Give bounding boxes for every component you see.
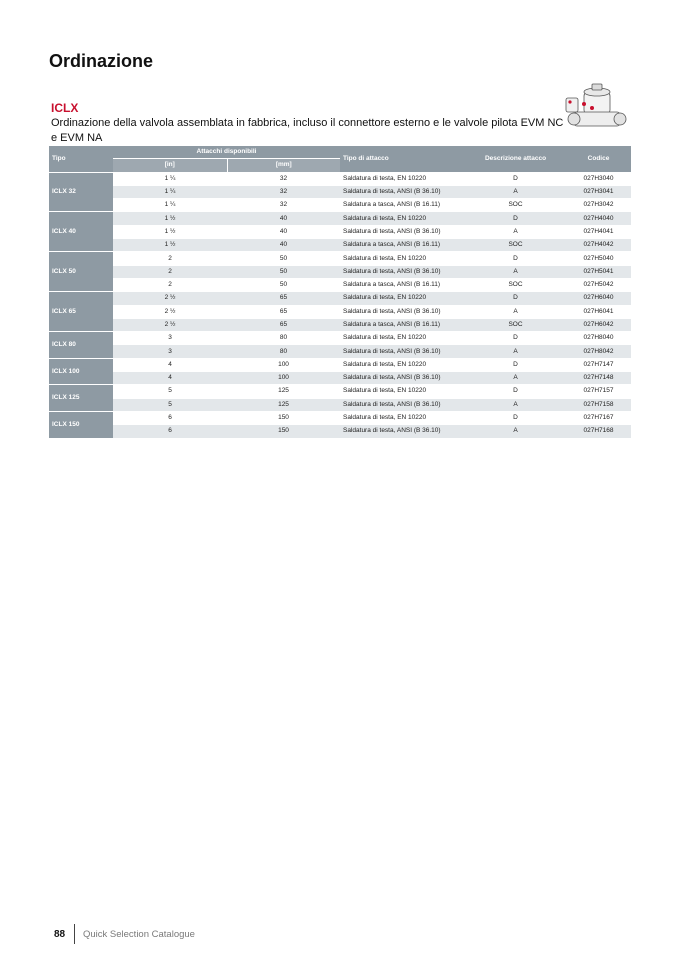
connection-desc-cell: SOC: [465, 199, 566, 212]
connection-desc-cell: D: [465, 292, 566, 305]
connection-type-cell: Saldatura a tasca, ANSI (B 16.11): [340, 318, 465, 331]
page-title: Ordinazione: [49, 51, 154, 71]
code-cell: 027H5040: [566, 252, 631, 265]
size-mm-cell: 65: [227, 318, 340, 331]
connection-type-cell: Saldatura di testa, EN 10220: [340, 252, 465, 265]
order-table: [49, 146, 631, 438]
size-in-cell: 1 ¼: [113, 185, 227, 198]
header-mm: [mm]: [227, 159, 340, 172]
page-number: 88: [54, 929, 66, 940]
table-row: [49, 252, 631, 265]
connection-type-cell: Saldatura di testa, EN 10220: [340, 332, 465, 345]
code-cell: 027H7147: [566, 358, 631, 371]
connection-desc-cell: D: [465, 332, 566, 345]
size-mm-cell: 50: [227, 252, 340, 265]
size-mm-cell: 32: [227, 172, 340, 185]
connection-type-cell: Saldatura di testa, ANSI (B 36.10): [340, 225, 465, 238]
footer-divider: [74, 924, 75, 944]
valve-type-cell: ICLX 32: [49, 172, 113, 212]
code-cell: 027H3041: [566, 185, 631, 198]
connection-desc-cell: D: [465, 411, 566, 424]
section-description: Ordinazione della valvola assemblata in fabbrica, incluso il connettore esterno e le valvole pilota EVM NC e EVM NA: [51, 117, 564, 144]
valve-type-cell: ICLX 65: [49, 292, 113, 332]
code-cell: 027H7168: [566, 425, 631, 438]
table-row: [49, 172, 631, 185]
valve-type-cell: ICLX 40: [49, 212, 113, 252]
size-in-cell: 1 ¼: [113, 199, 227, 212]
valve-type-cell: ICLX 125: [49, 385, 113, 412]
valve-type-cell: ICLX 100: [49, 358, 113, 385]
size-in-cell: 2: [113, 252, 227, 265]
size-in-cell: 2 ½: [113, 305, 227, 318]
size-mm-cell: 80: [227, 332, 340, 345]
table-row: [49, 318, 631, 331]
code-cell: 027H3042: [566, 199, 631, 212]
valve-type-cell: ICLX 150: [49, 411, 113, 437]
connection-desc-cell: SOC: [465, 239, 566, 252]
code-cell: 027H6041: [566, 305, 631, 318]
connection-desc-cell: D: [465, 385, 566, 398]
size-in-cell: 1 ½: [113, 239, 227, 252]
connection-desc-cell: D: [465, 252, 566, 265]
connection-type-cell: Saldatura di testa, ANSI (B 36.10): [340, 185, 465, 198]
header-descrizione: Descrizione attacco: [465, 146, 566, 172]
connection-type-cell: Saldatura di testa, ANSI (B 36.10): [340, 425, 465, 438]
size-mm-cell: 150: [227, 411, 340, 424]
section-tag: ICLX: [51, 101, 79, 115]
header-tipo-attacco: Tipo di attacco: [340, 146, 465, 172]
size-mm-cell: 40: [227, 225, 340, 238]
size-mm-cell: 125: [227, 398, 340, 411]
table-row: [49, 292, 631, 305]
size-in-cell: 5: [113, 398, 227, 411]
size-in-cell: 4: [113, 358, 227, 371]
valve-type-cell: ICLX 80: [49, 332, 113, 359]
connection-desc-cell: D: [465, 358, 566, 371]
connection-desc-cell: SOC: [465, 278, 566, 291]
connection-type-cell: Saldatura di testa, ANSI (B 36.10): [340, 345, 465, 358]
header-in: [in]: [113, 159, 227, 172]
size-in-cell: 2: [113, 265, 227, 278]
table-body: [49, 172, 631, 437]
valve-type-cell: ICLX 50: [49, 252, 113, 292]
table-row: [49, 265, 631, 278]
connection-desc-cell: A: [465, 345, 566, 358]
connection-desc-cell: A: [465, 372, 566, 385]
code-cell: 027H8040: [566, 332, 631, 345]
size-in-cell: 4: [113, 372, 227, 385]
table-row: [49, 185, 631, 198]
connection-desc-cell: A: [465, 225, 566, 238]
table-row: [49, 278, 631, 291]
code-cell: 027H8042: [566, 345, 631, 358]
size-in-cell: 6: [113, 425, 227, 438]
code-cell: 027H7148: [566, 372, 631, 385]
connection-type-cell: Saldatura di testa, ANSI (B 36.10): [340, 398, 465, 411]
size-in-cell: 2 ½: [113, 318, 227, 331]
size-mm-cell: 100: [227, 358, 340, 371]
connection-desc-cell: D: [465, 172, 566, 185]
size-in-cell: 5: [113, 385, 227, 398]
connection-type-cell: Saldatura a tasca, ANSI (B 16.11): [340, 199, 465, 212]
table-row: [49, 385, 631, 398]
connection-desc-cell: A: [465, 265, 566, 278]
table-row: [49, 411, 631, 424]
connection-desc-cell: D: [465, 212, 566, 225]
table-row: [49, 398, 631, 411]
connection-desc-cell: A: [465, 305, 566, 318]
table-row: [49, 332, 631, 345]
table-row: [49, 305, 631, 318]
code-cell: 027H3040: [566, 172, 631, 185]
size-mm-cell: 40: [227, 212, 340, 225]
size-in-cell: 1 ½: [113, 212, 227, 225]
size-mm-cell: 40: [227, 239, 340, 252]
connection-type-cell: Saldatura a tasca, ANSI (B 16.11): [340, 239, 465, 252]
connection-type-cell: Saldatura di testa, ANSI (B 36.10): [340, 372, 465, 385]
connection-type-cell: Saldatura a tasca, ANSI (B 16.11): [340, 278, 465, 291]
connection-desc-cell: A: [465, 425, 566, 438]
size-mm-cell: 80: [227, 345, 340, 358]
size-in-cell: 1 ½: [113, 225, 227, 238]
size-in-cell: 3: [113, 332, 227, 345]
code-cell: 027H7158: [566, 398, 631, 411]
table-row: [49, 345, 631, 358]
connection-type-cell: Saldatura di testa, EN 10220: [340, 385, 465, 398]
size-mm-cell: 65: [227, 305, 340, 318]
connection-desc-cell: A: [465, 398, 566, 411]
size-mm-cell: 150: [227, 425, 340, 438]
catalogue-name: Quick Selection Catalogue: [83, 929, 195, 940]
code-cell: 027H5042: [566, 278, 631, 291]
code-cell: 027H7167: [566, 411, 631, 424]
size-mm-cell: 125: [227, 385, 340, 398]
size-mm-cell: 50: [227, 278, 340, 291]
code-cell: 027H6040: [566, 292, 631, 305]
size-mm-cell: 50: [227, 265, 340, 278]
size-in-cell: 3: [113, 345, 227, 358]
table-row: [49, 212, 631, 225]
size-in-cell: 6: [113, 411, 227, 424]
connection-desc-cell: SOC: [465, 318, 566, 331]
code-cell: 027H4040: [566, 212, 631, 225]
table-row: [49, 239, 631, 252]
code-cell: 027H4041: [566, 225, 631, 238]
size-mm-cell: 65: [227, 292, 340, 305]
size-mm-cell: 100: [227, 372, 340, 385]
connection-type-cell: Saldatura di testa, ANSI (B 36.10): [340, 305, 465, 318]
code-cell: 027H6042: [566, 318, 631, 331]
connection-type-cell: Saldatura di testa, EN 10220: [340, 411, 465, 424]
connection-type-cell: Saldatura di testa, EN 10220: [340, 172, 465, 185]
size-mm-cell: 32: [227, 199, 340, 212]
size-in-cell: 2 ½: [113, 292, 227, 305]
size-in-cell: 1 ¼: [113, 172, 227, 185]
size-mm-cell: 32: [227, 185, 340, 198]
size-in-cell: 2: [113, 278, 227, 291]
connection-desc-cell: A: [465, 185, 566, 198]
table-row: [49, 199, 631, 212]
table-row: [49, 225, 631, 238]
header-tipo: Tipo: [49, 146, 113, 172]
code-cell: 027H7157: [566, 385, 631, 398]
connection-type-cell: Saldatura di testa, EN 10220: [340, 212, 465, 225]
connection-type-cell: Saldatura di testa, EN 10220: [340, 358, 465, 371]
valve-product-icon: [562, 82, 632, 134]
connection-type-cell: Saldatura di testa, ANSI (B 36.10): [340, 265, 465, 278]
table-row: [49, 372, 631, 385]
connection-type-cell: Saldatura di testa, EN 10220: [340, 292, 465, 305]
table-row: [49, 425, 631, 438]
code-cell: 027H5041: [566, 265, 631, 278]
header-codice: Codice: [566, 146, 631, 172]
table-row: [49, 358, 631, 371]
header-attacchi: Attacchi disponibili: [113, 146, 340, 159]
code-cell: 027H4042: [566, 239, 631, 252]
